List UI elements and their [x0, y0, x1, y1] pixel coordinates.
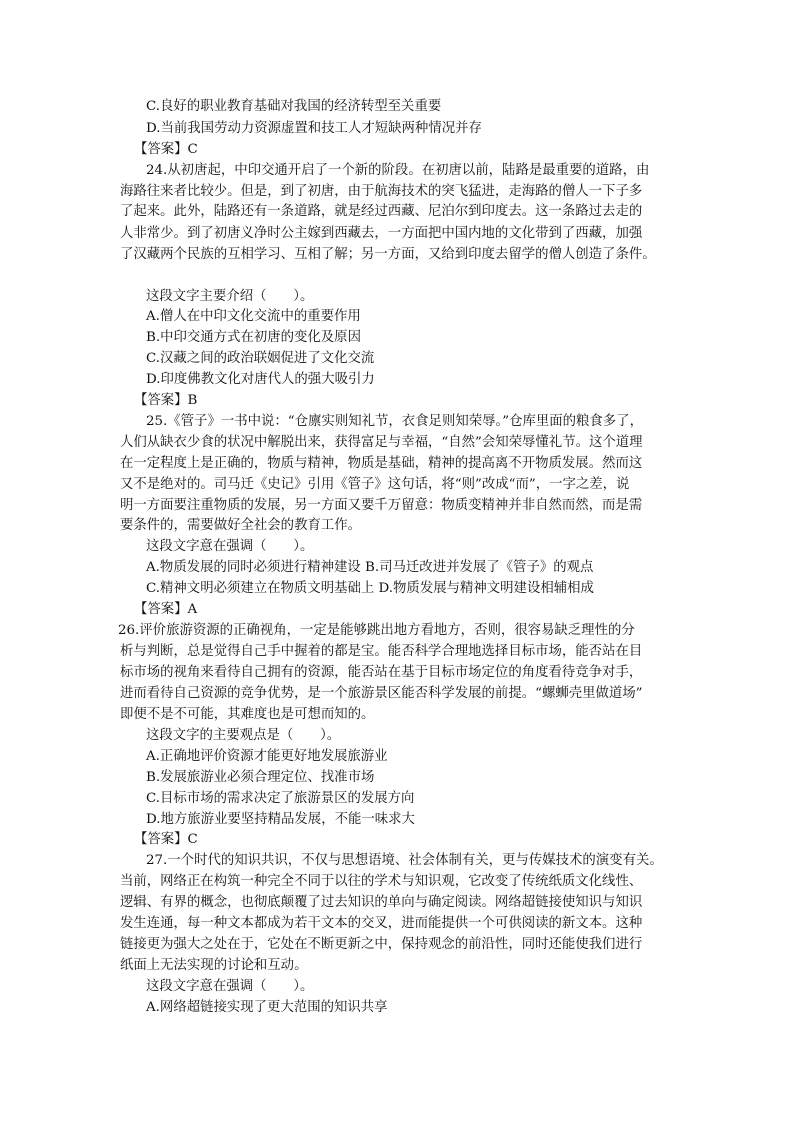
q27-line-4: 发生连通，每一种文本都成为若干文本的交叉，进而能提供一个可供阅读的新文本。这种 [120, 916, 643, 931]
q26-option-b: B.发展旅游业必须合理定位、找准市场 [146, 770, 375, 785]
q24-option-c: C.汉藏之间的政治联姻促进了文化交流 [146, 351, 375, 366]
q27-line-6: 纸面上无法实现的讨论和互动。 [120, 958, 308, 973]
q25-line-3: 在一定程度上是正确的，物质与精神，物质是基础，精神的提高离不开物质发展。然而这 [120, 456, 643, 471]
q26-option-a: A.正确地评价资源才能更好地发展旅游业 [146, 749, 388, 764]
q26-option-c: C.目标市场的需求决定了旅游景区的发展方向 [146, 791, 415, 806]
q26-line-3: 标市场的视角来看待自己拥有的资源，能否站在基于目标市场定位的角度看待竞争对手， [120, 665, 643, 680]
q25-line-6: 要条件的，需要做好全社会的教育工作。 [120, 518, 362, 533]
q24-option-d: D.印度佛教文化对唐代人的强大吸引力 [146, 372, 375, 387]
q24-question: 这段文字主要介绍（ ）。 [146, 289, 314, 304]
q25-question: 这段文字意在强调（ ）。 [146, 539, 314, 554]
q27-question: 这段文字意在强调（ ）。 [146, 979, 314, 994]
q24-line-2: 海路往来者比较少。但是，到了初唐，由于航海技术的突飞猛进，走海路的僧人一下子多 [120, 184, 643, 199]
q24-line-1: 24.从初唐起，中印交通开启了一个新的阶段。在初唐以前，陆路是最重要的道路，由 [146, 163, 650, 178]
q26-question: 这段文字的主要观点是（ ）。 [146, 728, 341, 743]
q24-option-a: A.僧人在中印文化交流中的重要作用 [146, 309, 361, 324]
q25-line-2: 人们从缺衣少食的状况中解脱出来，获得富足与幸福，“自然”会知荣辱懂礼节。这个道理 [120, 435, 643, 450]
q23-option-c: C.良好的职业教育基础对我国的经济转型至关重要 [146, 99, 442, 114]
q27-line-2: 当前，网络正在构筑一种完全不同于以往的学术与知识观，它改变了传统纸质文化线性、 [120, 874, 643, 889]
q26-line-5: 即便不是不可能，其难度也是可想而知的。 [120, 707, 375, 722]
q27-line-5: 链接更为强大之处在于，它处在不断更新之中，保持观念的前沿性，同时还能使我们进行 [120, 937, 643, 952]
q26-line-1: 26.评价旅游资源的正确视角，一定是能够跳出地方看地方，否则，很容易缺乏理性的分 [118, 623, 635, 638]
q24-line-5: 了汉藏两个民族的互相学习、互相了解；另一方面，又给到印度去留学的僧人创造了条件。 [120, 247, 656, 262]
q25-options-ab: A.物质发展的同时必须进行精神建设 B.司马迁改进并发展了《管子》的观点 [146, 560, 594, 575]
q24-line-4: 人非常少。到了初唐义净时公主嫁到西藏去，一方面把中国内地的文化带到了西藏，加强 [120, 226, 643, 241]
q24-line-3: 了起来。此外，陆路还有一条道路，就是经过西藏、尼泊尔到印度去。这一条路过去走的 [120, 204, 643, 219]
q24-answer: 【答案】B [134, 393, 198, 408]
q25-line-1: 25.《管子》一书中说：“仓廪实则知礼节，衣食足则知荣辱。”仓库里面的粮食多了， [146, 414, 643, 429]
q26-line-4: 进而看待自己资源的竞争优势，是一个旅游景区能否科学发展的前提。“螺蛳壳里做道场” [120, 686, 643, 701]
q25-line-5: 明一方面要注重物质的发展，另一方面又要千万留意：物质变精神并非自然而然，而是需 [120, 498, 643, 513]
q23-answer: 【答案】C [134, 142, 198, 157]
q26-answer: 【答案】C [134, 832, 198, 847]
q25-options-cd: C.精神文明必须建立在物质文明基础上 D.物质发展与精神文明建设相辅相成 [146, 581, 594, 596]
q23-option-d: D.当前我国劳动力资源虚置和技工人才短缺两种情况并存 [146, 121, 482, 136]
q27-line-3: 逻辑、有界的概念，也彻底颠覆了过去知识的单向与确定阅读。网络超链接使知识与知识 [120, 895, 643, 910]
q24-option-b: B.中印交通方式在初唐的变化及原因 [146, 330, 361, 345]
q26-option-d: D.地方旅游业要坚持精品发展，不能一味求大 [146, 812, 415, 827]
q27-option-a: A.网络超链接实现了更大范围的知识共享 [146, 1000, 388, 1015]
q25-answer: 【答案】A [134, 602, 198, 617]
q26-line-2: 析与判断，总是觉得自己手中握着的都是宝。能否科学合理地选择目标市场，能否站在目 [120, 644, 643, 659]
q27-line-1: 27.一个时代的知识共识，不仅与思想语境、社会体制有关，更与传媒技术的演变有关。 [146, 853, 663, 868]
q25-line-4: 又不是绝对的。司马迁《史记》引用《管子》这句话，将“则”改成“而”，一字之差，说 [120, 477, 630, 492]
